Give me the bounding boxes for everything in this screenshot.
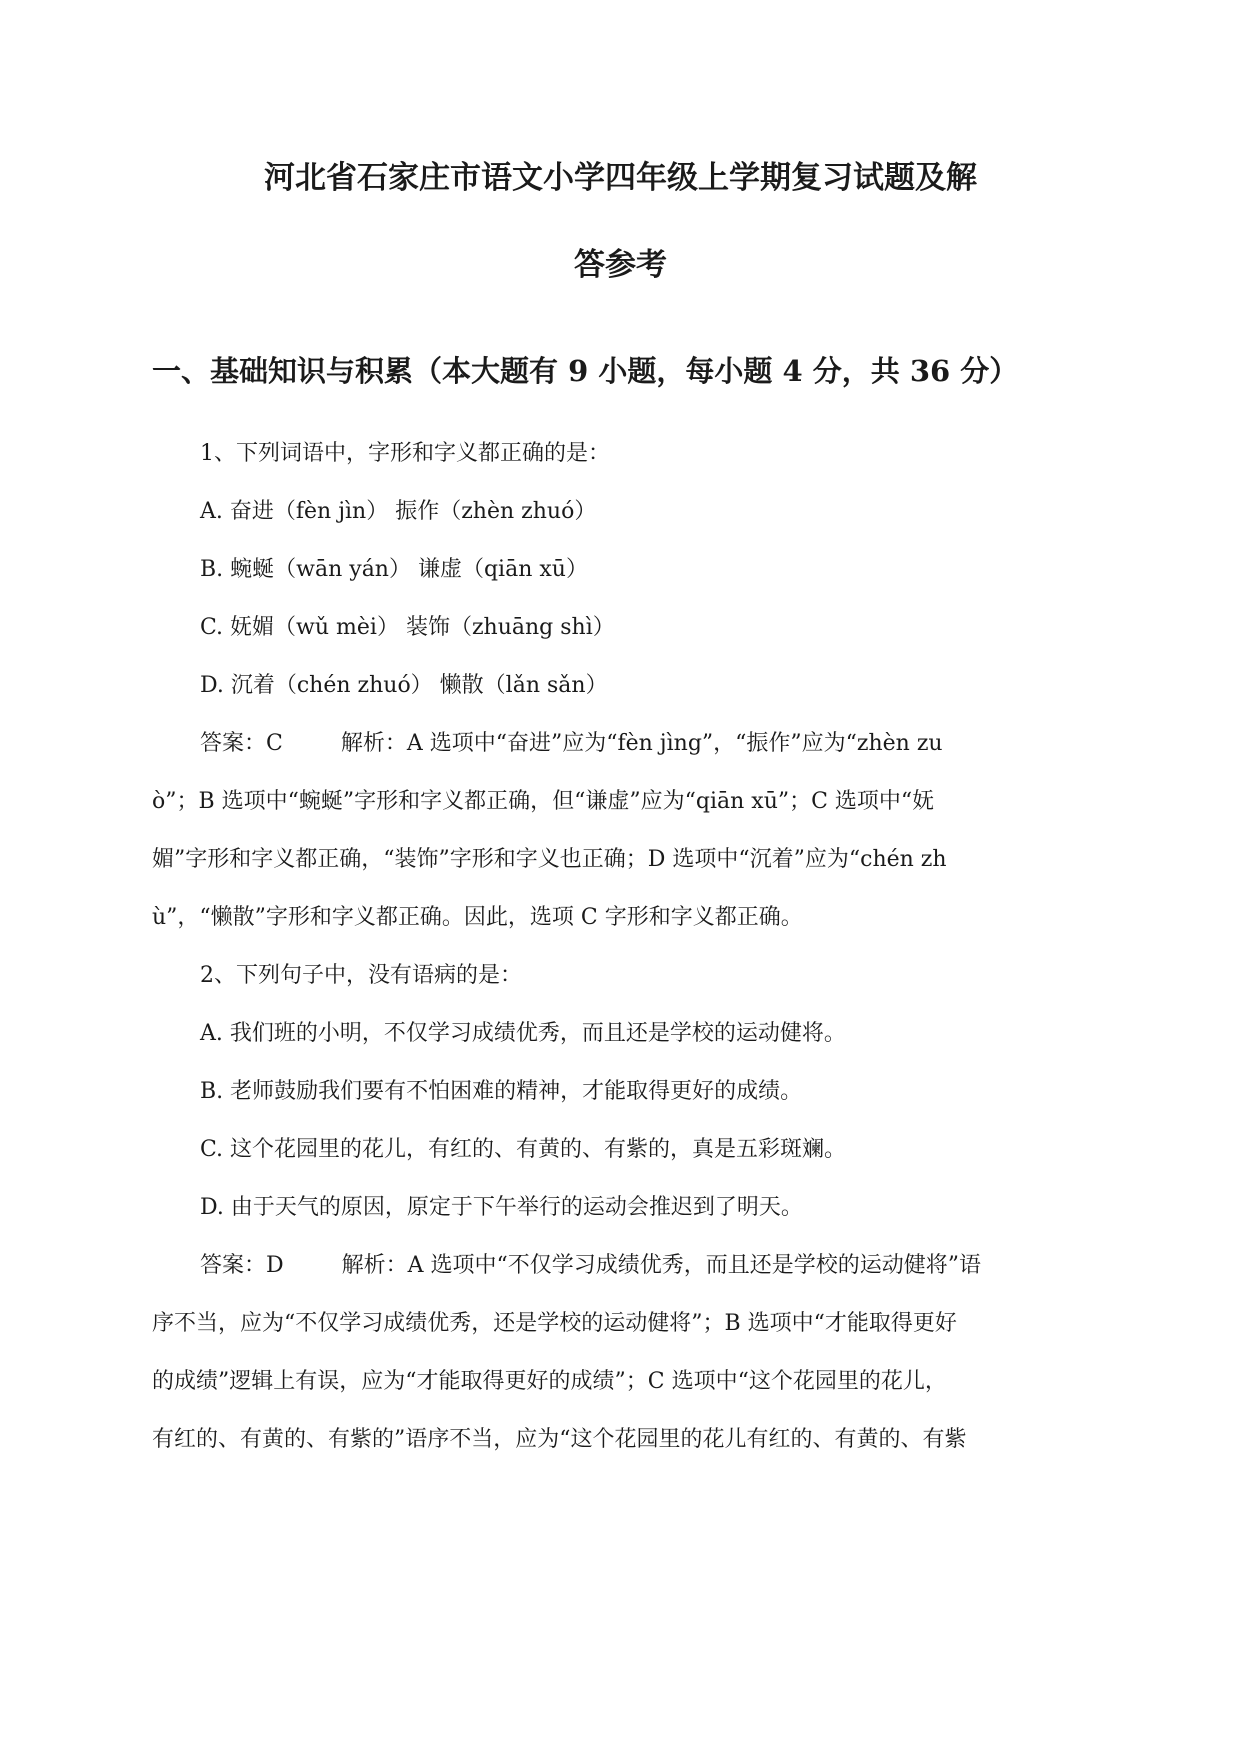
question-1-answer: 答案：C	[200, 731, 283, 756]
question-2-analysis-line-3: 的成绩”逻辑上有误，应为“才能取得更好的成绩”；C 选项中“这个花园里的花儿，	[152, 1369, 947, 1394]
question-2-option-b: B. 老师鼓励我们要有不怕困难的精神，才能取得更好的成绩。	[200, 1079, 803, 1104]
question-2-answer-line	[200, 1251, 981, 1281]
question-2-answer: 答案：D	[200, 1253, 284, 1278]
question-2-analysis-line-4: 有红的、有黄的、有紫的”语序不当，应为“这个花园里的花儿有红的、有黄的、有紫	[152, 1427, 967, 1452]
question-1-analysis-line-4: ù”，“懒散”字形和字义都正确。因此，选项 C 字形和字义都正确。	[152, 905, 803, 930]
question-1-stem: 1、下列词语中，字形和字义都正确的是：	[200, 441, 610, 466]
question-1-option-c: C. 妩媚（wǔ mèi） 装饰（zhuāng shì）	[200, 615, 615, 640]
question-1-analysis-line-1: 解析：A 选项中“奋进”应为“fèn jìng”，“振作”应为“zhèn zu	[340, 731, 943, 756]
question-2-analysis-line-2: 序不当，应为“不仅学习成绩优秀，还是学校的运动健将”；B 选项中“才能取得更好	[152, 1311, 957, 1336]
question-2-option-c: C. 这个花园里的花儿，有红的、有黄的、有紫的，真是五彩斑斓。	[200, 1137, 847, 1162]
document-title-line-1: 河北省石家庄市语文小学四年级上学期复习试题及解	[264, 160, 977, 196]
question-2-analysis-line-1: 解析：A 选项中“不仅学习成绩优秀，而且还是学校的运动健将”语	[341, 1253, 982, 1278]
question-1-analysis-line-2: ò”；B 选项中“蜿蜒”字形和字义都正确，但“谦虚”应为“qiān xū”；C 选项中“妩	[152, 789, 935, 814]
question-1-option-a: A. 奋进（fèn jìn） 振作（zhèn zhuó）	[200, 499, 597, 524]
question-2-option-a: A. 我们班的小明，不仅学习成绩优秀，而且还是学校的运动健将。	[200, 1021, 846, 1046]
question-1-answer-line	[200, 729, 943, 759]
question-1-option-d: D. 沉着（chén zhuó） 懒散（lǎn sǎn）	[200, 673, 608, 698]
question-1-option-b: B. 蜿蜒（wān yán） 谦虚（qiān xū）	[200, 557, 588, 582]
section-heading: 一、基础知识与积累（本大题有 9 小题，每小题 4 分，共 36 分）	[152, 354, 1019, 388]
question-1-analysis-line-3: 媚”字形和字义都正确，“装饰”字形和字义也正确；D 选项中“沉着”应为“chén zh	[152, 847, 947, 872]
document-title-line-2: 答参考	[574, 247, 667, 283]
question-2-option-d: D. 由于天气的原因，原定于下午举行的运动会推迟到了明天。	[200, 1195, 803, 1220]
question-2-stem: 2、下列句子中，没有语病的是：	[200, 963, 522, 988]
